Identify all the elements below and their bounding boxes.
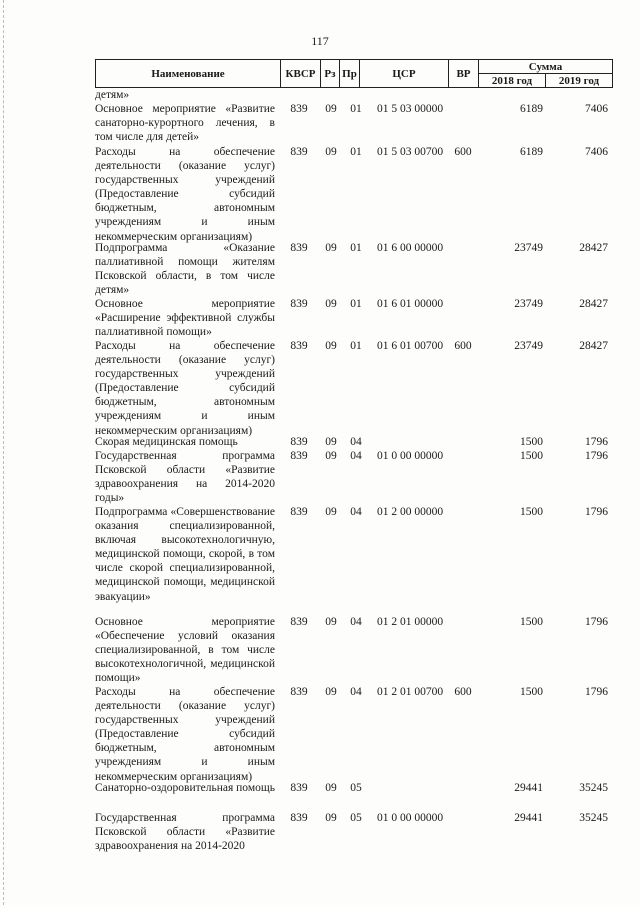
row-amount-2018: 1500 xyxy=(520,686,543,698)
row-name: Государственная программа Псковской области «Развитие здравоохранения на 2014-2020 годы» xyxy=(95,450,275,505)
row-amount-2019: 35245 xyxy=(579,812,608,824)
row-kvsr: 839 xyxy=(290,812,308,824)
page-number: 117 xyxy=(311,34,329,48)
row-pr: 05 xyxy=(350,812,362,824)
row-kvsr: 839 xyxy=(290,436,308,448)
header-year-2019: 2019 год xyxy=(558,74,600,87)
table-row xyxy=(95,241,615,297)
row-name: Расходы на обеспечение деятельности (оказание услуг) государственных учреждений (Предоставление субсидий бюджетным, автономным учреждениям и иным некоммерческим организациям) xyxy=(95,686,275,783)
table-body xyxy=(95,88,615,855)
row-csr: 01 5 03 00700 xyxy=(376,146,444,158)
table-row xyxy=(95,435,615,449)
row-vr: 600 xyxy=(454,686,472,698)
row-pr: 01 xyxy=(350,340,362,352)
row-amount-2019: 28427 xyxy=(579,340,608,352)
row-name: Основное мероприятие «Обеспечение условий оказания специализированной, в том числе высокотехнологичной, медицинской помощи» xyxy=(95,616,275,685)
row-amount-2018: 23749 xyxy=(514,242,543,254)
row-amount-2018: 6189 xyxy=(520,103,543,115)
row-csr: 01 2 00 00000 xyxy=(376,506,444,518)
header-pr: Пр xyxy=(340,60,360,87)
row-name: Подпрограмма «Оказание паллиативной помощи жителям Псковской области, в том числе детям» xyxy=(95,242,275,297)
row-kvsr: 839 xyxy=(290,298,308,310)
row-rz: 09 xyxy=(325,506,337,518)
row-pr: 04 xyxy=(350,436,362,448)
row-kvsr: 839 xyxy=(290,450,308,462)
table-row xyxy=(95,102,615,145)
header-rz: Рз xyxy=(321,60,340,87)
row-rz: 09 xyxy=(325,103,337,115)
table-row xyxy=(95,615,615,685)
row-rz: 09 xyxy=(325,616,337,628)
header-vr: ВР xyxy=(449,60,479,87)
row-amount-2018: 29441 xyxy=(514,782,543,794)
row-pr: 01 xyxy=(350,146,362,158)
row-amount-2018: 6189 xyxy=(520,146,543,158)
row-rz: 09 xyxy=(325,812,337,824)
row-csr: 01 6 01 00700 xyxy=(376,340,444,352)
table-row xyxy=(95,145,615,241)
row-csr: 01 2 01 00700 xyxy=(376,686,444,698)
row-csr: 01 0 00 00000 xyxy=(376,812,444,824)
row-amount-2018: 1500 xyxy=(520,450,543,462)
row-name: Подпрограмма «Совершенствование оказания специализированной, включая высокотехнологичную, медицинской помощи, скорой, в том числе скорой специализированной, медицинской помощи, медицинской эвакуации» xyxy=(95,506,275,603)
row-amount-2019: 7406 xyxy=(585,146,608,158)
row-pr: 04 xyxy=(350,450,362,462)
table-row xyxy=(95,339,615,435)
row-csr: 01 0 00 00000 xyxy=(376,450,444,462)
row-name: Государственная программа Псковской области «Развитие здравоохранения на 2014-2020 xyxy=(95,812,275,853)
row-amount-2019: 1796 xyxy=(585,436,608,448)
row-amount-2018: 1500 xyxy=(520,616,543,628)
row-pr: 04 xyxy=(350,506,362,518)
row-kvsr: 839 xyxy=(290,686,308,698)
row-csr: 01 2 01 00000 xyxy=(376,616,444,628)
row-kvsr: 839 xyxy=(290,506,308,518)
row-amount-2018: 23749 xyxy=(514,298,543,310)
row-rz: 09 xyxy=(325,436,337,448)
row-amount-2019: 28427 xyxy=(579,298,608,310)
table-header xyxy=(95,59,613,88)
row-pr: 04 xyxy=(350,686,362,698)
row-amount-2019: 28427 xyxy=(579,242,608,254)
row-rz: 09 xyxy=(325,340,337,352)
row-kvsr: 839 xyxy=(290,782,308,794)
row-pr: 05 xyxy=(350,782,362,794)
row-amount-2019: 7406 xyxy=(585,103,608,115)
row-vr: 600 xyxy=(454,340,472,352)
header-csr: ЦСР xyxy=(360,60,449,87)
row-kvsr: 839 xyxy=(290,242,308,254)
row-rz: 09 xyxy=(325,782,337,794)
row-rz: 09 xyxy=(325,450,337,462)
row-kvsr: 839 xyxy=(290,340,308,352)
row-amount-2019: 1796 xyxy=(585,450,608,462)
row-name: Основное мероприятие «Развитие санаторно-курортного лечения, в том числе для детей» xyxy=(95,103,275,144)
table-row xyxy=(95,297,615,339)
header-kvsr: КВСР xyxy=(281,60,321,87)
header-summa-group xyxy=(479,60,612,87)
scan-margin-line xyxy=(3,0,5,905)
row-amount-2019: 1796 xyxy=(585,506,608,518)
row-name: Расходы на обеспечение деятельности (оказание услуг) государственных учреждений (Предоставление субсидий бюджетным, автономным учреждениям и иным некоммерческим организациям) xyxy=(95,340,275,437)
row-csr: 01 5 03 00000 xyxy=(376,103,444,115)
row-name: Основное мероприятие «Расширение эффективной службы паллиативной помощи» xyxy=(95,298,275,339)
table-row xyxy=(95,449,615,505)
row-kvsr: 839 xyxy=(290,616,308,628)
row-amount-2019: 35245 xyxy=(579,782,608,794)
row-rz: 09 xyxy=(325,146,337,158)
row-csr: 01 6 00 00000 xyxy=(376,242,444,254)
row-amount-2019: 1796 xyxy=(585,616,608,628)
row-pr: 01 xyxy=(350,103,362,115)
header-summa: Сумма xyxy=(479,60,612,74)
row-rz: 09 xyxy=(325,242,337,254)
row-name: Санаторно-оздоровительная помощь xyxy=(95,782,275,794)
table-row xyxy=(95,505,615,615)
row-amount-2018: 23749 xyxy=(514,340,543,352)
row-name: Скорая медицинская помощь xyxy=(95,436,238,448)
table-row xyxy=(95,685,615,781)
row-kvsr: 839 xyxy=(290,146,308,158)
row-rz: 09 xyxy=(325,686,337,698)
row-amount-2018: 1500 xyxy=(520,436,543,448)
header-year-2018: 2018 год xyxy=(479,74,546,87)
row-name: детям» xyxy=(95,89,130,101)
header-name: Наименование xyxy=(96,60,281,87)
row-pr: 01 xyxy=(350,298,362,310)
row-amount-2018: 1500 xyxy=(520,506,543,518)
row-vr: 600 xyxy=(454,146,472,158)
table-row xyxy=(95,781,615,811)
row-csr: 01 6 01 00000 xyxy=(376,298,444,310)
row-pr: 01 xyxy=(350,242,362,254)
table-row xyxy=(95,811,615,855)
row-amount-2018: 29441 xyxy=(514,812,543,824)
row-kvsr: 839 xyxy=(290,103,308,115)
row-rz: 09 xyxy=(325,298,337,310)
row-amount-2019: 1796 xyxy=(585,686,608,698)
row-name: Расходы на обеспечение деятельности (оказание услуг) государственных учреждений (Предоставление субсидий бюджетным, автономным учреждениям и иным некоммерческим организациям) xyxy=(95,146,275,243)
table-row xyxy=(95,88,615,102)
row-pr: 04 xyxy=(350,616,362,628)
